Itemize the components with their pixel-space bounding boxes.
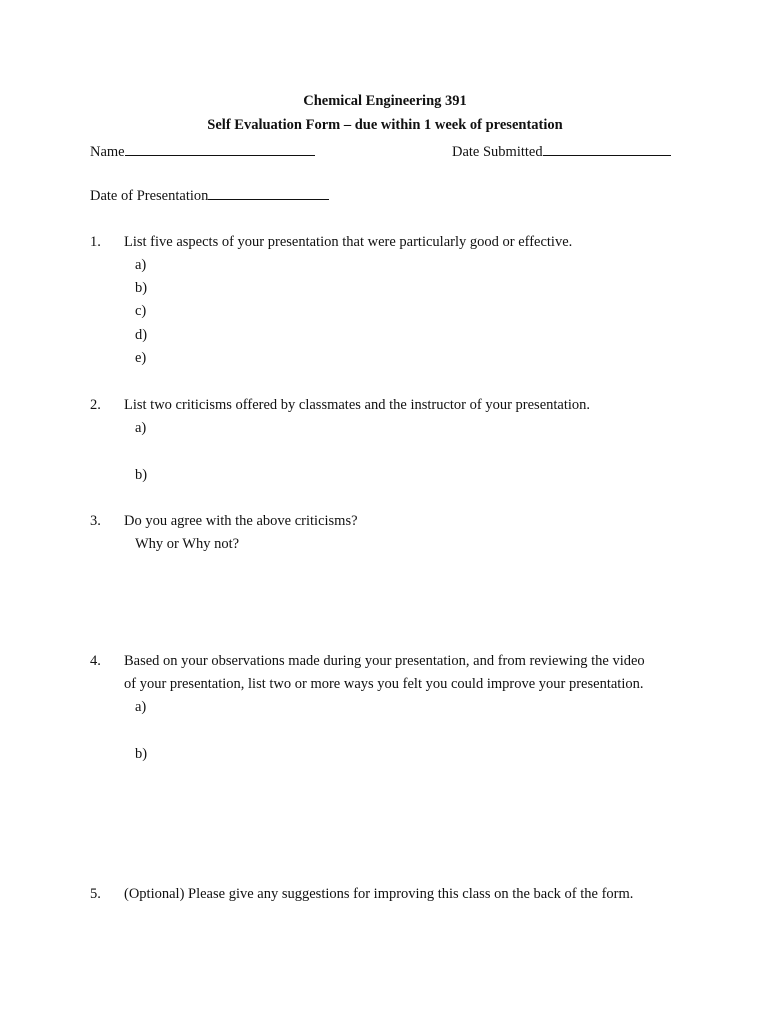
question-text-continued: of your presentation, list two or more ways you felt you could improve your presentation.	[124, 676, 644, 692]
name-input-line[interactable]	[125, 141, 315, 156]
question-number: 3.	[90, 513, 101, 529]
question-text: List two criticisms offered by classmates and the instructor of your presentation.	[124, 397, 591, 413]
answer-item-label: b)	[135, 746, 148, 762]
question-subtext: Why or Why not?	[135, 536, 240, 552]
answer-item-label: c)	[135, 303, 147, 319]
answer-item-label: a)	[135, 420, 147, 436]
date-submitted-field-row	[452, 141, 671, 161]
question-number: 5.	[90, 886, 101, 902]
answer-item-label: a)	[135, 257, 147, 273]
question-number: 1.	[90, 234, 101, 250]
question-number: 4.	[90, 653, 101, 669]
form-title: Self Evaluation Form – due within 1 week of presentation	[207, 117, 563, 133]
date-of-presentation-label: Date of Presentation	[90, 188, 209, 204]
date-submitted-label: Date Submitted	[452, 144, 543, 160]
answer-item-label: a)	[135, 699, 147, 715]
date-of-presentation-field-row	[90, 187, 329, 205]
answer-item-label: d)	[135, 327, 148, 343]
answer-item-label: b)	[135, 280, 148, 296]
question-number: 2.	[90, 397, 101, 413]
question-text: Do you agree with the above criticisms?	[124, 513, 358, 529]
name-label: Name	[90, 144, 125, 160]
question-text: Based on your observations made during your presentation, and from reviewing the video	[124, 653, 645, 669]
question-text: (Optional) Please give any suggestions for improving this class on the back of the form.	[124, 886, 634, 902]
question-text: List five aspects of your presentation that were particularly good or effective.	[124, 234, 573, 250]
course-title: Chemical Engineering 391	[303, 93, 467, 109]
answer-item-label: e)	[135, 350, 147, 366]
date-submitted-input-line[interactable]	[543, 141, 671, 156]
answer-item-label: b)	[135, 467, 148, 483]
date-of-presentation-input-line[interactable]	[208, 187, 329, 200]
name-field-row	[90, 141, 315, 161]
